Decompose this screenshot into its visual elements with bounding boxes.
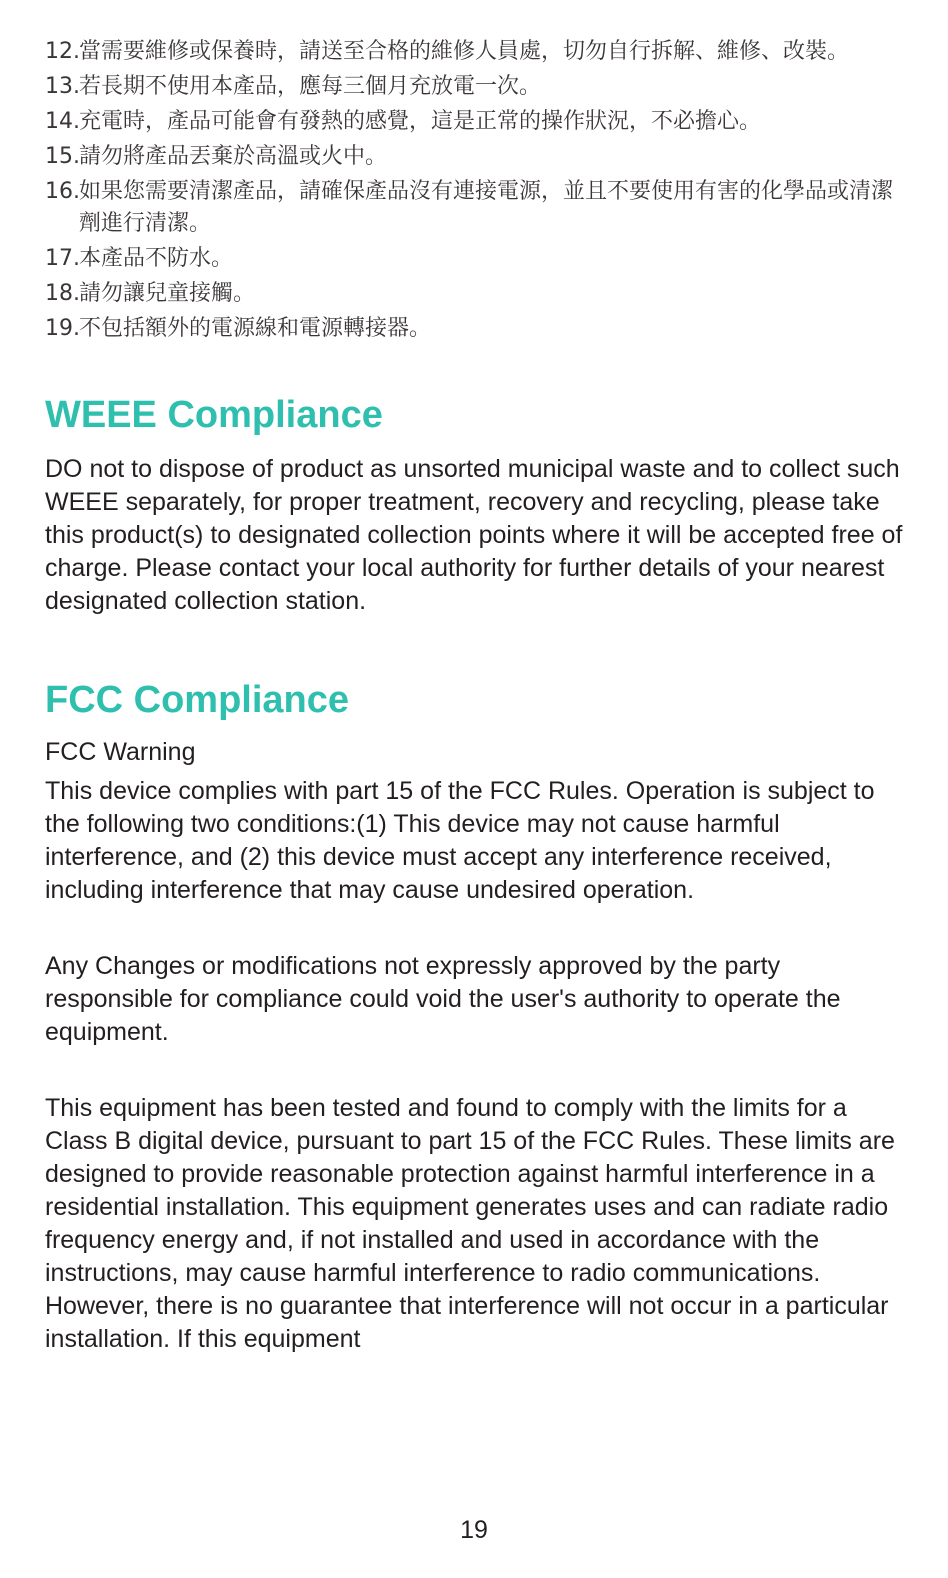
list-item-number: 13. [45, 74, 80, 99]
list-item-number: 18. [45, 281, 80, 306]
list-item-number: 19. [45, 316, 80, 341]
list-item-number: 17. [45, 246, 80, 271]
list-item-text: 本產品不防水。 [79, 246, 234, 271]
list-item [45, 36, 903, 68]
list-item-text: 不包括額外的電源線和電源轉接器。 [79, 316, 432, 341]
list-item-number: 15. [45, 144, 80, 169]
list-item-text: 若長期不使用本產品，應每三個月充放電一次。 [79, 74, 542, 99]
list-item [45, 71, 903, 103]
list-item [45, 141, 903, 173]
fcc-section-title: FCC Compliance [45, 679, 350, 721]
list-item-text: 當需要維修或保養時，請送至合格的維修人員處，切勿自行拆解、維修、改裝。 [79, 39, 850, 64]
manual-page [45, 36, 903, 1356]
list-item-text: 請勿讓兒童接觸。 [79, 281, 256, 306]
weee-body-text: DO not to dispose of product as unsorted municipal waste and to collect such WEEE separately, for proper treatment, recovery and recycling, please take this product(s) to designated collection points where it will be accepted free of charge. Please contact your local authority for further details of your nearest designated collection station. [45, 455, 903, 615]
fcc-paragraph-modifications: Any Changes or modifications not expressly approved by the party responsible for compliance could void the user's authority to operate the equipment. [45, 952, 841, 1046]
fcc-paragraph-conditions: This device complies with part 15 of the FCC Rules. Operation is subject to the following two conditions:(1) This device may not cause harmful interference, and (2) this device must accept any interference received, including interference that may cause undesired operation. [45, 777, 875, 904]
list-item-number: 12. [45, 39, 80, 64]
list-item [45, 106, 903, 138]
list-item [45, 313, 903, 345]
safety-instructions-list [45, 36, 903, 345]
weee-section-title: WEEE Compliance [45, 394, 383, 436]
list-item-number: 14. [45, 109, 80, 134]
list-item [45, 278, 903, 310]
page-number: 19 [460, 1516, 488, 1544]
list-item-number: 16. [45, 179, 80, 204]
list-item [45, 243, 903, 275]
fcc-paragraph-class-b: This equipment has been tested and found to comply with the limits for a Class B digital device, pursuant to part 15 of the FCC Rules. These limits are designed to provide reasonable protection against harmful interference in a residential installation. This equipment generates uses and can radiate radio frequency energy and, if not installed and used in accordance with the instructions, may cause harmful interference to radio communications. However, there is no guarantee that interference will not occur in a particular installation. If this equipment [45, 1094, 895, 1353]
list-item [45, 176, 903, 240]
list-item-text: 請勿將產品丟棄於高溫或火中。 [79, 144, 388, 169]
list-item-text: 充電時，產品可能會有發熱的感覺，這是正常的操作狀況，不必擔心。 [79, 109, 762, 134]
list-item-text: 如果您需要清潔產品，請確保產品沒有連接電源，並且不要使用有害的化學品或清潔劑進行清潔。 [79, 179, 894, 236]
fcc-warning-subtitle: FCC Warning [45, 738, 196, 766]
